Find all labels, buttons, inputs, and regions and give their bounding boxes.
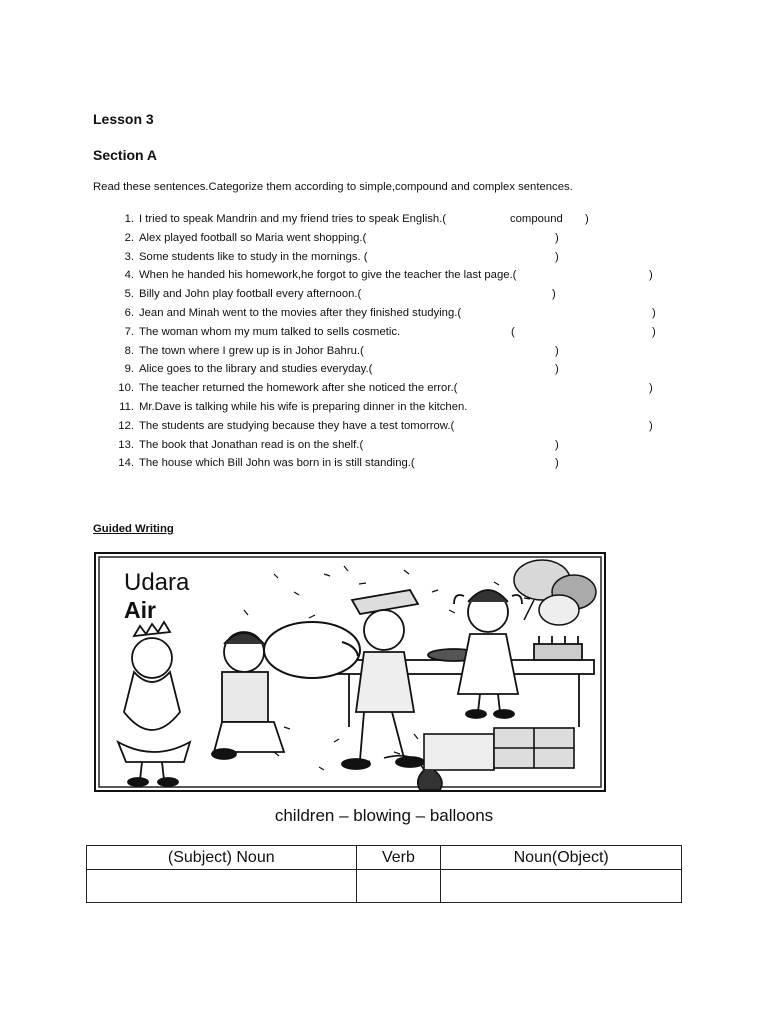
item-number: 12. bbox=[118, 419, 134, 432]
close-paren: ) bbox=[649, 269, 653, 282]
sentence-text: The town where I grew up is in Johor Bahru.( bbox=[139, 344, 364, 357]
party-illustration bbox=[94, 552, 606, 792]
list-item bbox=[108, 305, 668, 324]
item-number: 7. bbox=[124, 325, 134, 338]
close-paren: ) bbox=[552, 288, 556, 301]
sentence-text: The book that Jonathan read is on the shelf.( bbox=[139, 438, 364, 451]
list-item bbox=[108, 230, 668, 249]
list-item bbox=[108, 324, 668, 343]
list-item bbox=[108, 343, 668, 362]
sentence-text: Alex played football so Maria went shopping.( bbox=[139, 231, 367, 244]
close-paren: ) bbox=[652, 325, 656, 338]
item-number: 9. bbox=[124, 363, 134, 376]
close-paren: ) bbox=[649, 382, 653, 395]
sentence-text: The house which Bill John was born in is still standing.( bbox=[139, 457, 415, 470]
close-paren: ) bbox=[555, 344, 559, 357]
sentence-text: I tried to speak Mandrin and my friend tries to speak English.( bbox=[139, 213, 447, 225]
sentence-text: Jean and Minah went to the movies after they finished studying.( bbox=[139, 306, 462, 319]
close-paren: ) bbox=[652, 306, 656, 319]
table-row bbox=[87, 870, 682, 903]
table-header-row bbox=[87, 846, 682, 870]
list-item bbox=[108, 455, 668, 474]
close-paren: ) bbox=[555, 438, 559, 451]
list-item bbox=[108, 399, 668, 418]
item-number: 5. bbox=[124, 288, 134, 301]
list-item bbox=[108, 267, 668, 286]
item-number: 8. bbox=[124, 344, 134, 357]
udara-label: Udara bbox=[124, 569, 190, 596]
list-item bbox=[108, 211, 668, 230]
item-number: 2. bbox=[124, 231, 134, 244]
sentence-list bbox=[108, 211, 668, 474]
item-number: 13. bbox=[118, 438, 134, 451]
instruction-text: Read these sentences.Categorize them according to simple,compound and complex sentences. bbox=[93, 181, 573, 193]
list-item bbox=[108, 437, 668, 456]
close-paren: ) bbox=[555, 231, 559, 244]
close-paren: ) bbox=[555, 250, 559, 263]
subject-noun-cell[interactable] bbox=[87, 870, 357, 903]
big-balloon bbox=[264, 622, 360, 678]
list-item bbox=[108, 249, 668, 268]
answer-text: compound bbox=[510, 213, 563, 225]
sentence-text: Alice goes to the library and studies everyday.( bbox=[139, 363, 373, 376]
item-number: 1. bbox=[124, 213, 134, 225]
item-number: 6. bbox=[124, 306, 134, 319]
subject-noun-header: (Subject) Noun bbox=[87, 846, 357, 870]
guided-writing-title: Guided Writing bbox=[93, 523, 174, 535]
air-label: Air bbox=[124, 597, 156, 623]
object-noun-cell[interactable] bbox=[441, 870, 682, 903]
close-paren: ) bbox=[555, 457, 559, 470]
item-number: 11. bbox=[119, 400, 134, 413]
verb-header: Verb bbox=[356, 846, 441, 870]
sentence-text: Billy and John play football every afternoon.( bbox=[139, 288, 362, 301]
sentence-text: The teacher returned the homework after she noticed the error.( bbox=[139, 382, 458, 395]
close-paren: ) bbox=[555, 363, 559, 376]
item-number: 3. bbox=[124, 250, 134, 263]
item-number: 10. bbox=[118, 382, 134, 395]
item-number: 4. bbox=[124, 269, 134, 282]
close-paren: ) bbox=[649, 419, 653, 432]
sentence-text: Mr.Dave is talking while his wife is preparing dinner in the kitchen. bbox=[139, 400, 468, 413]
object-noun-header: Noun(Object) bbox=[441, 846, 682, 870]
sentence-text: When he handed his homework,he forgot to give the teacher the last page.( bbox=[139, 269, 517, 282]
sentence-text: The students are studying because they have a test tomorrow.( bbox=[139, 419, 455, 432]
close-paren: ) bbox=[585, 213, 589, 225]
list-item bbox=[108, 418, 668, 437]
list-item bbox=[108, 361, 668, 380]
noun-verb-table bbox=[86, 845, 682, 903]
section-title: Section A bbox=[93, 147, 158, 163]
picture-caption: children – blowing – balloons bbox=[274, 806, 494, 825]
list-item bbox=[108, 286, 668, 305]
item-number: 14. bbox=[118, 457, 134, 470]
verb-cell[interactable] bbox=[356, 870, 441, 903]
open-paren: ( bbox=[511, 325, 515, 338]
sentence-text: Some students like to study in the mornings. ( bbox=[139, 250, 368, 263]
list-item bbox=[108, 380, 668, 399]
lesson-title: Lesson 3 bbox=[93, 111, 154, 127]
sentence-text: The woman whom my mum talked to sells cosmetic. bbox=[139, 325, 401, 338]
